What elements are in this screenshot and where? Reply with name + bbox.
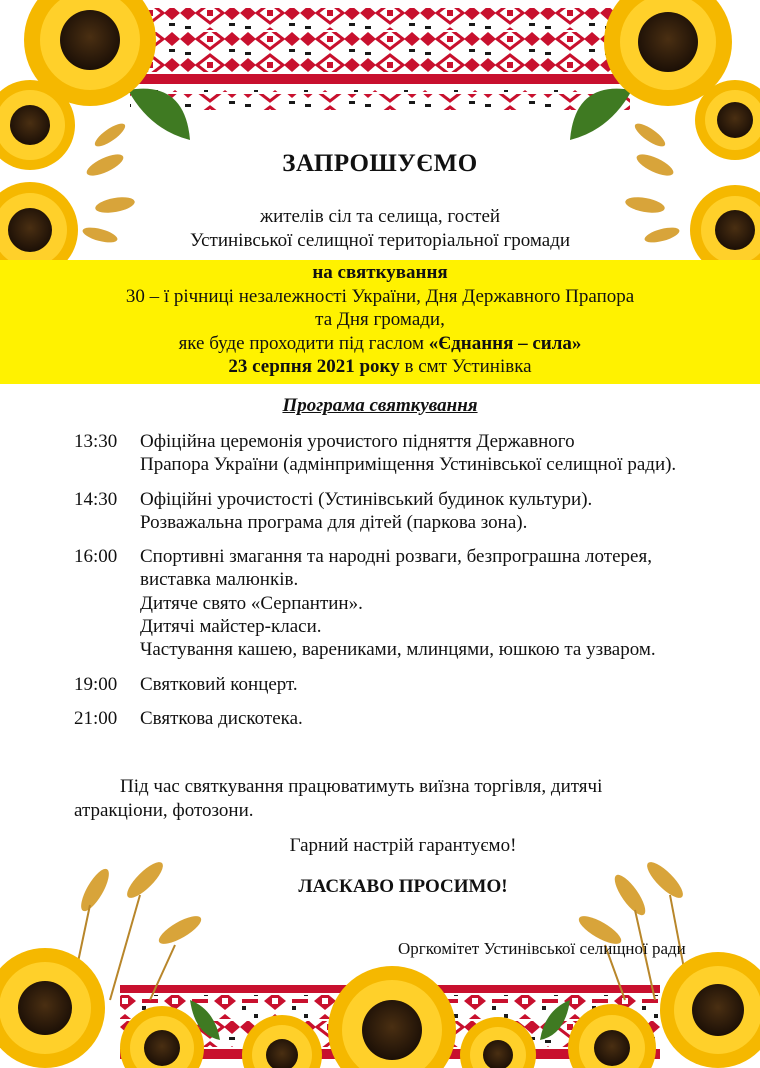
schedule-line: Частування кашею, варениками, млинцями, юшкою та узваром. — [140, 639, 656, 661]
schedule-line: Дитячі майстер-класи. — [140, 616, 322, 638]
organizer-signature: Оргкомітет Устинівської селищної ради — [398, 939, 686, 958]
slogan: «Єднання – сила» — [428, 332, 582, 354]
invite-line-2: Устинівської селищної територіальної громади — [189, 230, 571, 251]
schedule-description — [140, 673, 734, 696]
invite-block — [0, 205, 760, 253]
schedule-line: Дитяче свято «Серпантин». — [140, 592, 363, 614]
celebration-block — [0, 261, 760, 379]
mood-line: Гарний настрій гарантуємо! — [289, 835, 517, 856]
schedule-description — [140, 707, 734, 730]
schedule-line: Розважальна програма для дітей (паркова зона). — [140, 511, 528, 533]
invite-line-1: жителів сіл та селища, гостей — [259, 206, 501, 227]
schedule-line: Спортивні змагання та народні розваги, безпрограшна лотерея, — [140, 546, 652, 568]
schedule-time: 13:30 — [74, 431, 118, 452]
schedule-time: 19:00 — [74, 673, 118, 695]
schedule-time: 21:00 — [74, 707, 118, 729]
schedule-line: Офіційна церемонія урочистого підняття Державного — [140, 431, 575, 452]
program-heading: Програма святкування — [282, 395, 478, 416]
schedule-line: Офіційні урочистості (Устинівський будинок культури). — [140, 488, 593, 510]
schedule-row — [74, 545, 734, 661]
page-title: ЗАПРОШУЄМО — [282, 150, 478, 177]
schedule-description — [140, 545, 734, 661]
schedule-line: Святкова дискотека. — [140, 707, 303, 729]
celebration-line-4 — [0, 332, 760, 356]
celebration-line-5 — [0, 355, 760, 379]
event-date: 23 серпня 2021 року — [228, 356, 400, 377]
schedule-row — [74, 673, 734, 696]
schedule-row — [74, 430, 734, 477]
celebration-line-1: на святкування — [312, 262, 448, 283]
schedule-line: виставка малюнків. — [140, 569, 299, 591]
footer-note: Під час святкування працюватимуть виїзна торгівля, дитячі атракціони, фотозони. — [74, 776, 603, 821]
welcome-line: ЛАСКАВО ПРОСИМО! — [298, 876, 508, 897]
celebration-line-3: та Дня громади, — [315, 309, 445, 330]
event-place: в смт Устинівка — [399, 356, 532, 377]
schedule-description — [140, 430, 734, 477]
celebration-line-2: 30 – ї річниці незалежності України, Дня Державного Прапора — [125, 285, 635, 307]
schedule-line: Святковий концерт. — [140, 673, 298, 695]
schedule-time: 14:30 — [74, 488, 118, 510]
schedule-line: Прапора України (адмінприміщення Устинівської селищної ради). — [140, 454, 677, 476]
program-schedule — [74, 430, 734, 730]
slogan-prefix: яке буде проходити під гаслом — [178, 332, 429, 354]
schedule-description — [140, 488, 734, 535]
schedule-row — [74, 488, 734, 535]
schedule-time: 16:00 — [74, 546, 118, 568]
schedule-row — [74, 707, 734, 730]
